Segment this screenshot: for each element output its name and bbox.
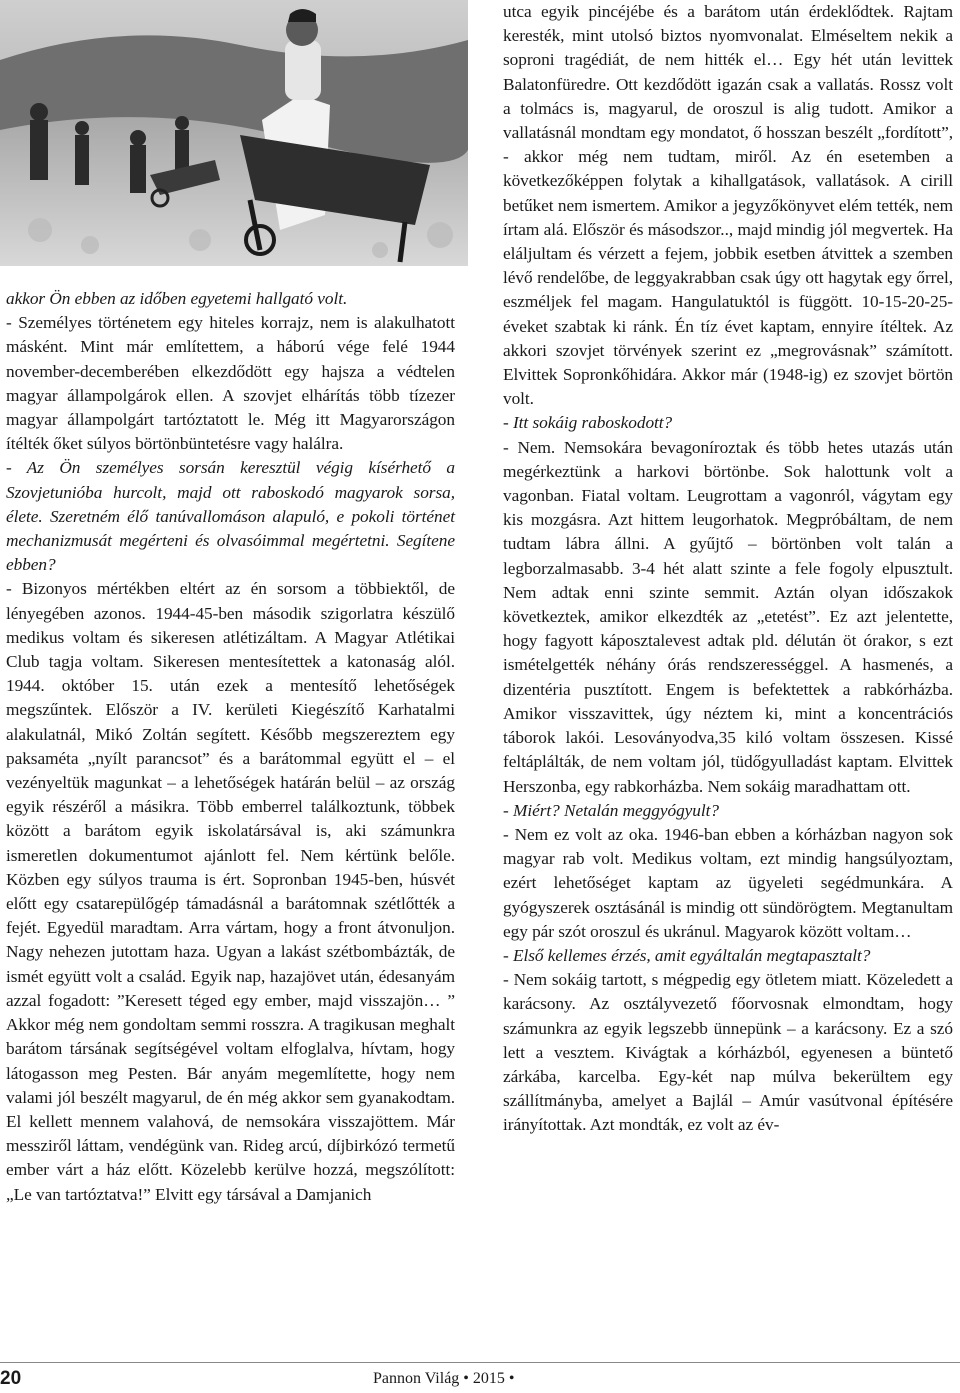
question-paragraph: - Miért? Netalán meggyógyult? [503,800,719,820]
answer-paragraph: - Bizonyos mértékben eltért az én sorsom a többiektől, de lényegében azonos. 1944-45-ben második szigorlatra készülő medikus voltam és sikeresen atlétizáltam. A Magyar Atlétikai Club tagja voltam. Sikeresen mentesítettek a katonaság alól. 1944. október 15. után ezek a mentesítő lehetőségek megszűntek. Először a IV. kerületi Kiegészítő Karhatalmi alakulatnál, Mikó Zoltán segített. Később megszereztem egy paksaméta „nyílt parancsot” és a barátommal együtt el – el vezényeltük magunkat – a lehetőségek határán belül – az ország egyik részéről a másikra. Több emberrel találkoztunk, többek között a barátom egyik iskolatársával is, aki számunkra ismeretlen dokumentumot ajánlott fel. Nem kértünk belőle. Közben egy súlyos trauma is ért. Sopronban 1945-ben, húsvét előtt egy csatarepülőgép támadásnál a barátomnak szétlőtték a fejét. Egyedül maradtam. Arra vártam, hogy a front átvonuljon. Nagy nehezen jutottam haza. Ugyan a lakást szétbombázták, de ismét együtt volt a család. Egyik nap, hazajövet után, édesanyám azzal fogadott: ”Keresett téged egy ember, majd visszajön… ” Akkor még nem gondoltam semmi rosszra. A tragikusan meghalt barátom társának segítségével voltam elfoglalva, hívtam, hogy látogasson meg Pesten. Bár anyám megemlítette, hogy nem valami jól beszélt magyarul, de én még akkor sem gyanakodtam. El kellett mennem valahová, de nemsokára visszajöttem. Már messziről láttam, vendégünk van. Rideg arcú, díjbirkózó termetű ember várt a ház előtt. Közelebb kerülve hozzá, megszólított: „Le van tartóztatva!” Elvitt egy társával a Damjanich [6,579,455,1204]
answer-paragraph: - Nem ez volt az oka. 1946-ban ebben a kórházban nagyon sok magyar rab volt. Medikus voltam, ezt mindig hangsúlyoztam, ezért lehetőséget kaptam az ügyeleti segédmunkára. A gyógyszerek osztásánál is mindig ott sündörögtem. Megtanultam egy pár szót oroszul és ukránul. Magyarok között voltam… [503,824,953,941]
page-number: 20 [0,1368,22,1389]
question-paragraph: - Itt sokáig raboskodott? [503,413,673,433]
question-continuation: akkor Ön ebben az időben egyetemi hallgató volt. [6,289,348,308]
question-paragraph: - Az Ön személyes sorsán keresztül végig kísérhető a Szovjetunióba hurcolt, majd ott raboskodó magyarok sorsa, élete. Szeretném élő tanúvallomáson alapuló, e pokoli történet mechanizmusát megérteni és olvasóimmal megértetni. Segítene ebben? [6,458,455,575]
footer-divider [0,1362,960,1363]
answer-continuation: utca egyik pincéjébe és a barátom után érdeklődtek. Rajtam keresték, mint utolsó biztos nyomvonalat. Elméseltem nekik a soproni tragédiát, de nem hitték el… Egy hét után levittek Balatonfüredre. Ott kezdődött igazán csak a vallatás. Rossz volt a tolmács is, magyarul, de oroszul is alig tudott. Amikor a vallatásnál mondtam egy mondatot, ő hosszan beszélt „fordított”, - akkor még nem tudtam, miről. Az én esetemben a következőképpen folytak a kihallgatások, vallatások. A cirill betűket nem ismertem. Amikor a jegyzőkönyvet elém tették, nem írtam alá. Először és másodszor.., majd mindig jól megvertek. Ha eláljultam és vérzett a fejem, jobbik esetben átvittek a szemben lévő rendelőbe, de leggyakrabban csak úgy ott hagytak egy őrrel, eszméljek fel magam. Hangulatuktól is függött. 10-15-20-25- éveket szabtak ki ránk. Én tíz évet kaptam, ennyire ítéltek. Az akkori szovjet törvények szerint ez „megrovásnak” számított. Elvittek Sopronkőhidára. Akkor már (1948-ig) ez szovjet börtön volt. [503,2,953,409]
left-article-column [6,287,455,1207]
question-paragraph: - Első kellemes érzés, amit egyáltalán megtapasztalt? [503,945,871,965]
answer-paragraph: - Személyes történetem egy hiteles korrajz, nem is alakulhatott másként. Mint már említettem, a háború vége felé 1944 november-decemberében elkezdődött egy hajsza a védtelen magyar állampolgárok ellen. A szovjet elhárítás több tízezer magyar állampolgárt tartóztatott le. Még itt Magyarországon ítélték őket súlyos börtönbüntetésre vagy halálra. [6,313,455,454]
right-article-column [503,0,953,1138]
archival-photo [0,0,468,266]
answer-paragraph: - Nem. Nemsokára bevagoníroztak és több hetes utazás után megérkeztünk a harkovi börtönbe. Sok halottunk volt a vagonban. Fiatal voltam. Leugrottam a vagonról, vágytam egy kis mozgásra. Azt hittem leugorhatok. Megpróbáltam, de nem tudtam lábra állni. A gyűjtő – börtönben volt talán a legborzalmasabb. 3-4 hét alatt szinte a fele fogoly elpusztult. Nem adtak enni szinte semmit. Aztán olyan időszakok következtek, amikor elkezdték az „etetést”. Ez azt jelentette, hogy fagyott káposztalevest adtak pld. délután öt órakor, s ezt ismételgették néhány órás rendszerességgel. A hasmenés, a dizentéria pusztított. Engem is befektettek a rabkórházba. Amikor visszavittek, úgy néztem ki, mint a koncentrációs táborok lakói. Lesoványodva,35 kiló voltam összesen. Kissé feltáplálták, de nem voltam jól, tüdőgyulladást kaptam. Elvittek Herszonba, egy rabkorházba. Nem sokáig maradhattam ott. [503,437,953,796]
answer-paragraph: - Nem sokáig tartott, s mégpedig egy ötletem miatt. Közeledett a karácsony. Az osztályvezető főorvosnak elmondtam, hogy számunkra az egyik legszebb ünnepünk – a karácsony. Ez a szó lett a vesztem. Kivágtak a kórházból, egyenesen a büntető zárkába, karcelba. Egy-két nap múlva bekerültem egy szállítmányba, amelyet a Bajlál – Amúr vasútvonal építésére irányítottak. Azt mondták, ez volt az év- [503,970,953,1135]
photo-image [0,0,468,266]
publication-footer: Pannon Világ • 2015 • [373,1370,515,1387]
